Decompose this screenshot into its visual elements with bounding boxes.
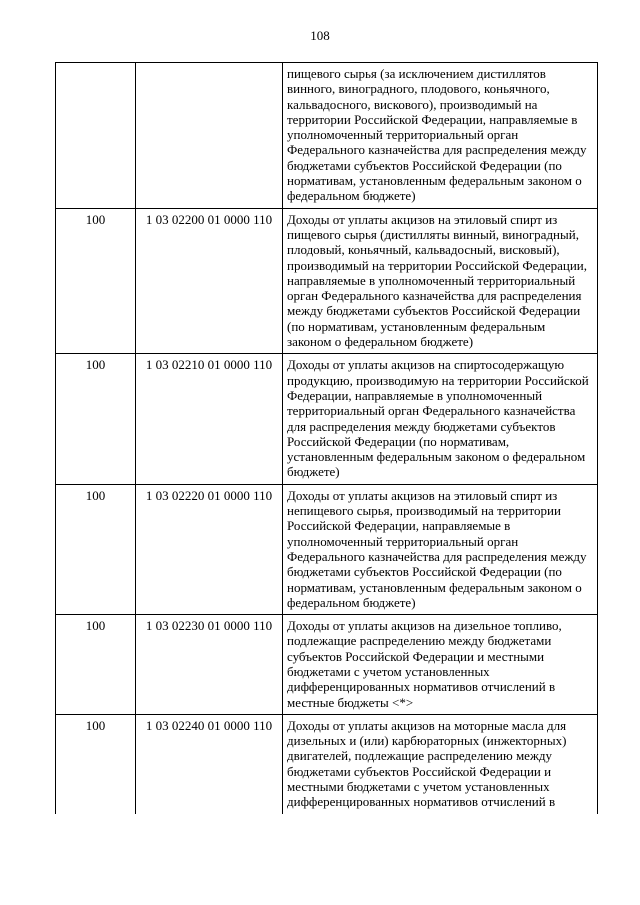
kbk-code-cell: 1 03 02200 01 0000 110 [136,208,283,354]
description-cell: Доходы от уплаты акцизов на этиловый спирт из непищевого сырья, производимый на территории Российской Федерации, направляемые в уполномоченный территориальный орган Федерального казначейства для распределения между бюджетами субъектов Российской Федерации (по нормативам, установленным федеральным законом о федеральном бюджете) [283,484,598,614]
description-cell: Доходы от уплаты акцизов на моторные масла для дизельных и (или) карбюраторных (инжекторных) двигателей, подлежащие распределению между бюджетами субъектов Российской Федерации и местными бюджетами с учетом установленных дифференцированных нормативов отчислений в [283,714,598,813]
description-cell: Доходы от уплаты акцизов на спиртосодержащую продукцию, производимую на территории Российской Федерации, направляемые в уполномоченный территориальный орган Федерального казначейства для распределения между бюджетами субъектов Российской Федерации (по нормативам, установленным федеральным законом о федеральном бюджете) [283,354,598,484]
table-row [56,208,598,354]
kbk-code-cell [136,63,283,209]
revenue-codes-table [55,62,598,814]
description-cell: Доходы от уплаты акцизов на этиловый спирт из пищевого сырья (дистилляты винный, виноградный, плодовый, коньячный, кальвадосный, висковый), производимый на территории Российской Федерации, направляемые в уполномоченный территориальный орган Федерального казначейства для распределения между бюджетами субъектов Российской Федерации (по нормативам, установленным федеральным законом о федеральном бюджете) [283,208,598,354]
admin-code-cell: 100 [56,354,136,484]
kbk-code-cell: 1 03 02230 01 0000 110 [136,615,283,715]
description-cell: Доходы от уплаты акцизов на дизельное топливо, подлежащие распределению между бюджетами субъектов Российской Федерации и местными бюджетами с учетом установленных дифференцированных нормативов отчислений в местные бюджеты <*> [283,615,598,715]
admin-code-cell: 100 [56,615,136,715]
description-cell: пищевого сырья (за исключением дистиллятов винного, виноградного, плодового, коньячного, кальвадосного, вискового), производимый на территории Российской Федерации, направляемые в уполномоченный территориальный орган Федерального казначейства для распределения между бюджетами субъектов Российской Федерации (по нормативам, установленным федеральным законом о федеральном бюджете) [283,63,598,209]
table-row [56,714,598,813]
table-row [56,615,598,715]
table-row [56,63,598,209]
table-row [56,484,598,614]
admin-code-cell: 100 [56,208,136,354]
admin-code-cell: 100 [56,484,136,614]
admin-code-cell: 100 [56,714,136,813]
kbk-code-cell: 1 03 02210 01 0000 110 [136,354,283,484]
kbk-code-cell: 1 03 02220 01 0000 110 [136,484,283,614]
kbk-code-cell: 1 03 02240 01 0000 110 [136,714,283,813]
page-number: 108 [310,28,330,43]
table-row [56,354,598,484]
admin-code-cell [56,63,136,209]
